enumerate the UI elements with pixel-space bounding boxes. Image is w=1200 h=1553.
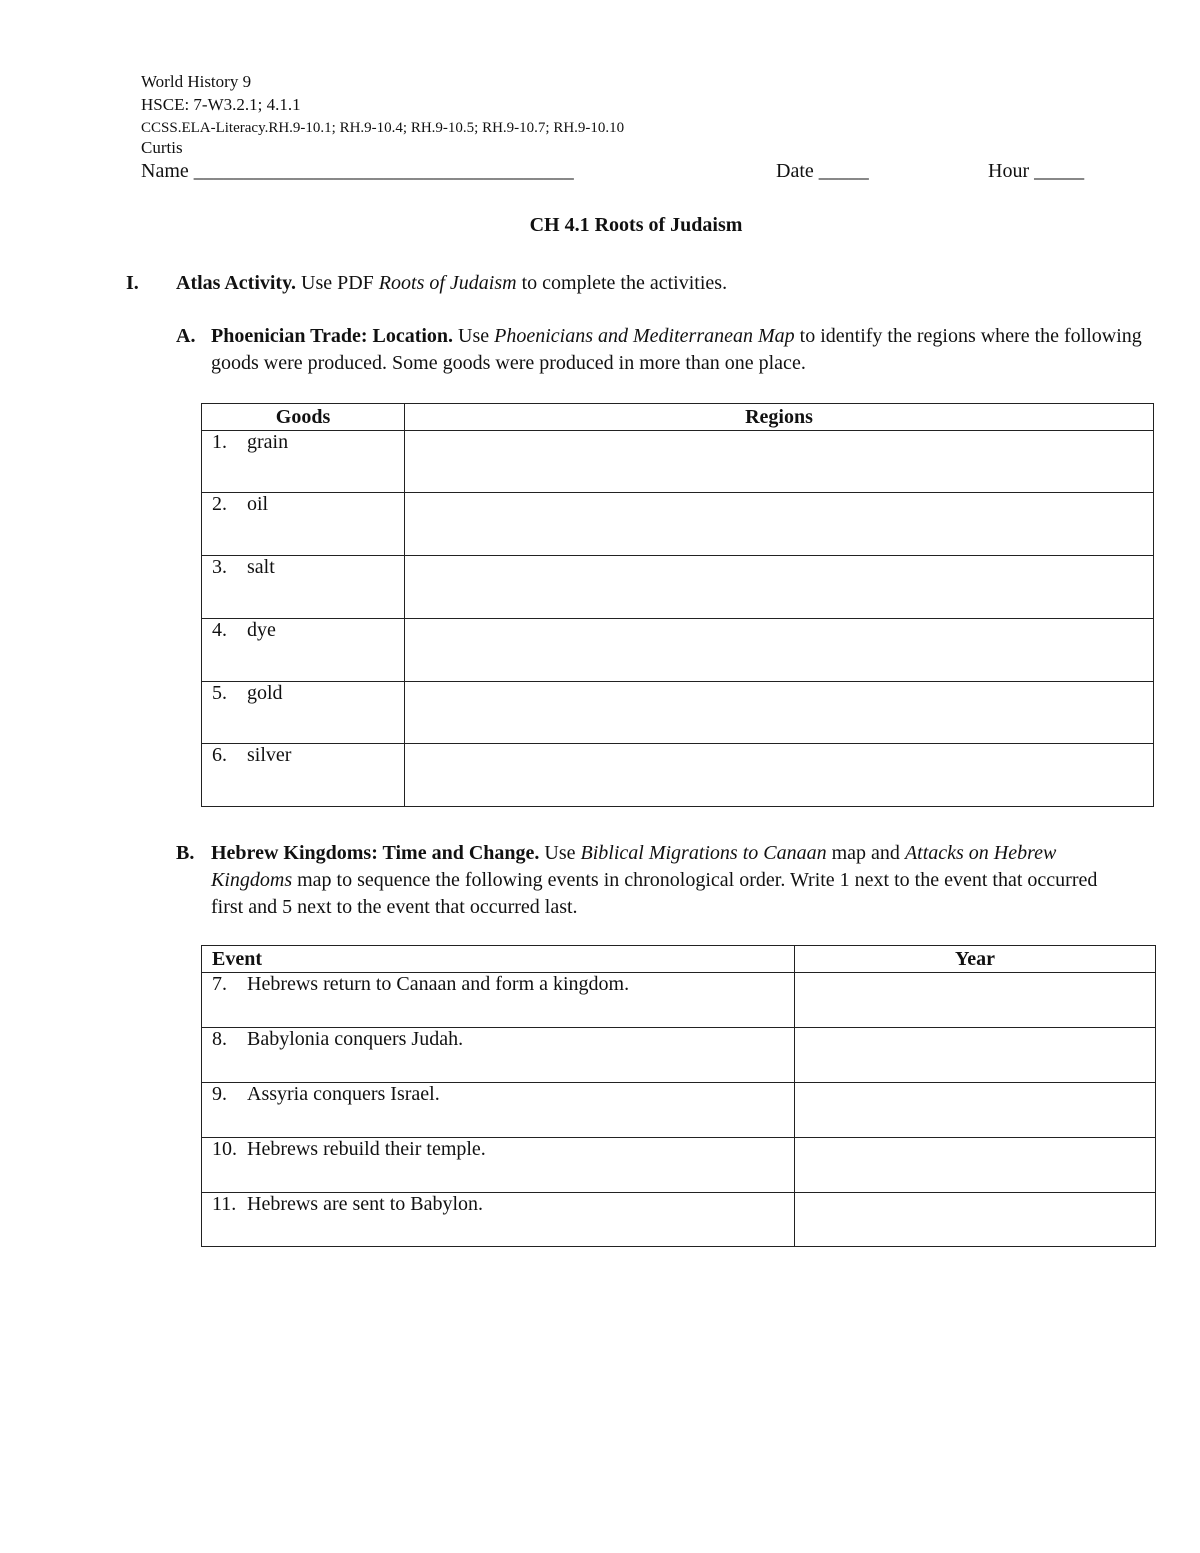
table-row: 6. silver — [202, 744, 1154, 807]
section-numeral: I. — [126, 272, 139, 294]
region-answer-cell[interactable] — [405, 619, 1154, 682]
page-title: CH 4.1 Roots of Judaism — [529, 214, 743, 236]
event-item: Hebrews rebuild their temple. — [247, 1138, 486, 1160]
year-header: Year — [795, 946, 1156, 973]
part-b-map-1: Biblical Migrations to Canaan — [580, 842, 827, 864]
table-row: 4. dye — [202, 619, 1154, 682]
good-item: silver — [247, 744, 292, 766]
event-item: Hebrews are sent to Babylon. — [247, 1193, 484, 1215]
part-b-heading: Hebrew Kingdoms: Time and Change. — [211, 842, 540, 864]
year-answer-cell[interactable] — [795, 1138, 1156, 1193]
region-answer-cell[interactable] — [405, 556, 1154, 619]
part-b-instructions: Hebrew Kingdoms: Time and Change. Use Biblical Migrations to Canaan map and Attacks on Hebrew Kingdoms map to sequence the following events in chronological order. Write 1 next to the event that occurred first and 5 next to the event that occurred last. — [211, 842, 1098, 918]
year-answer-cell[interactable] — [795, 973, 1156, 1028]
table-row: 2. oil — [202, 493, 1154, 556]
table-row: 1. grain — [202, 431, 1154, 493]
good-item: dye — [247, 619, 276, 641]
section-1-instructions: Atlas Activity. Use PDF Roots of Judaism to complete the activities. — [176, 272, 728, 294]
part-b-label: B. — [176, 842, 195, 864]
year-answer-cell[interactable] — [795, 1028, 1156, 1083]
good-item: salt — [247, 556, 275, 578]
course-name: World History 9 — [141, 72, 252, 91]
part-a-instructions: Phoenician Trade: Location. Use Phoenicians and Mediterranean Map to identify the regions where the following goods were produced. Some goods were produced in more than one place. — [211, 325, 1142, 374]
events-table — [201, 945, 1156, 1247]
table-row: 8. Babylonia conquers Judah. — [202, 1028, 1156, 1083]
source-title: Roots of Judaism — [378, 272, 517, 294]
teacher-name: Curtis — [141, 138, 183, 157]
ccss-standards: CCSS.ELA-Literacy.RH.9-10.1; RH.9-10.4; RH.9-10.5; RH.9-10.7; RH.9-10.10 — [141, 120, 625, 136]
table-row: 9. Assyria conquers Israel. — [202, 1083, 1156, 1138]
event-item: Assyria conquers Israel. — [247, 1083, 440, 1105]
goods-table — [201, 403, 1154, 807]
good-item: gold — [247, 682, 283, 704]
part-b-map-2: Attacks on Hebrew Kingdoms — [211, 842, 1057, 891]
event-item: Babylonia conquers Judah. — [247, 1028, 464, 1050]
name-field[interactable]: Name ______________________________________ — [141, 160, 574, 182]
goods-header: Goods — [202, 404, 405, 431]
table-row: 11. Hebrews are sent to Babylon. — [202, 1193, 1156, 1247]
table-row: 7. Hebrews return to Canaan and form a kingdom. — [202, 973, 1156, 1028]
section-1-heading: Atlas Activity. — [176, 272, 296, 294]
regions-header: Regions — [405, 404, 1154, 431]
good-item: oil — [247, 493, 269, 515]
part-a-label: A. — [176, 325, 196, 347]
region-answer-cell[interactable] — [405, 744, 1154, 807]
date-field[interactable]: Date _____ — [776, 160, 869, 182]
region-answer-cell[interactable] — [405, 682, 1154, 744]
part-a-heading: Phoenician Trade: Location. — [211, 325, 454, 347]
table-row: 10. Hebrews rebuild their temple. — [202, 1138, 1156, 1193]
hour-field[interactable]: Hour _____ — [988, 160, 1085, 182]
event-item: Hebrews return to Canaan and form a kingdom. — [247, 973, 630, 995]
good-item: grain — [247, 431, 289, 453]
table-row: 3. salt — [202, 556, 1154, 619]
year-answer-cell[interactable] — [795, 1083, 1156, 1138]
region-answer-cell[interactable] — [405, 431, 1154, 493]
table-row: 5. gold — [202, 682, 1154, 744]
region-answer-cell[interactable] — [405, 493, 1154, 556]
hsce-standards: HSCE: 7-W3.2.1; 4.1.1 — [141, 95, 301, 114]
year-answer-cell[interactable] — [795, 1193, 1156, 1247]
part-a-map: Phoenicians and Mediterranean Map — [494, 325, 795, 347]
event-header: Event — [202, 946, 795, 973]
